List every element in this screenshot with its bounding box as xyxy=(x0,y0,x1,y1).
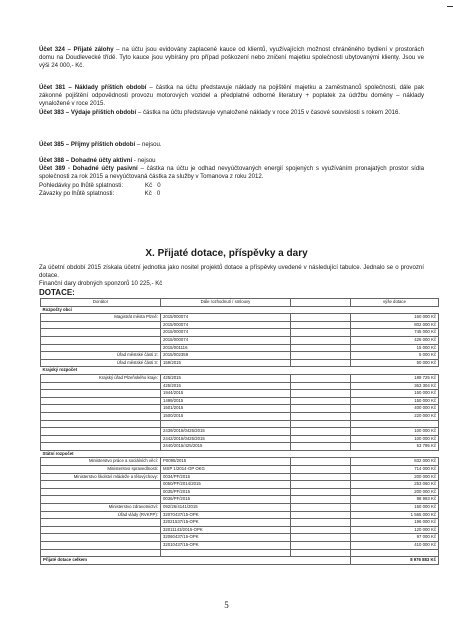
table-cell-spacer xyxy=(291,534,351,542)
table-cell-donor: Magistrát města Plzně: xyxy=(41,314,161,322)
page-number: 5 xyxy=(224,600,229,610)
table-cell-donor xyxy=(41,526,161,534)
table-cell-amount: 120 000 Kč xyxy=(351,526,439,534)
table-cell-donor: Úřad městské části 2: xyxy=(41,352,161,360)
table-cell-decision: 0036/PF/2015 xyxy=(161,496,291,504)
table-cell-donor xyxy=(41,443,161,451)
table-blank-cell xyxy=(161,549,291,557)
table-row xyxy=(41,542,439,550)
table-row xyxy=(41,321,439,329)
table-cell-amount: 363 304 Kč xyxy=(351,382,439,390)
table-row xyxy=(41,405,439,413)
table-cell-decision: 2015/002359 xyxy=(161,352,291,360)
table-section-row xyxy=(41,367,439,375)
table-cell-spacer xyxy=(291,473,351,481)
table-cell-donor: Ministerstvo zdravotnictví: xyxy=(41,504,161,512)
paragraph-account-324 xyxy=(39,46,424,71)
table-cell-decision: 2440/2015/425/2015 xyxy=(161,443,291,451)
table-row xyxy=(41,412,439,420)
table-cell-decision: 0034/PF/2015 xyxy=(161,473,291,481)
account-324-text: – na účtu jsou evidovány zaplacené kauce od klientů, využívajících možnost chráněného bydlení v prostorách domu na Doudlevecké třídě. Tyto kauce jsou vybírány pro případ poškození nebo zničení majetku společnosti ubytovanými klienty. Jsou ve výši 24 000,- Kč. xyxy=(39,46,424,70)
account-383-text: – částka na účtu představuje vynaložené náklady v roce 2015 v časové souvislosti s rokem 2016. xyxy=(136,108,401,116)
table-row xyxy=(41,473,439,481)
subsidies-table xyxy=(40,298,439,565)
table-row xyxy=(41,458,439,466)
table-section-title: Státní rozpočet xyxy=(41,450,439,458)
account-388-text: - nejsou xyxy=(132,157,156,164)
table-cell-decision: 2015/001116 xyxy=(161,344,291,352)
table-cell-donor: Krajský úřad Plzeňského kraje: xyxy=(41,374,161,382)
table-cell-spacer xyxy=(291,374,351,382)
table-cell-spacer xyxy=(291,466,351,474)
table-section-row xyxy=(41,306,439,314)
table-cell-amount: 5 000 Kč xyxy=(351,352,439,360)
table-cell-decision: 32070437/15-OPK xyxy=(161,511,291,519)
account-381-text: – částka na účtu představuje náklady na pojištění majetku a zaměstnanců společnosti, dále pak zákonné pojištění odpovědnosti provozu motorových vozidel a předplatné odborné literatury + poplatek za údržbu domény – náklady vynaložené v roce 2015. xyxy=(39,84,424,108)
table-row xyxy=(41,390,439,398)
table-row xyxy=(41,382,439,390)
table-cell-spacer xyxy=(291,420,351,428)
table-row xyxy=(41,420,439,428)
table-row xyxy=(41,428,439,436)
account-388-heading: Účet 388 – Dohadné účty aktivní xyxy=(39,157,133,164)
table-cell-spacer xyxy=(291,344,351,352)
table-cell-decision: 32021537/15-OPK xyxy=(161,519,291,527)
table-cell-amount: 196 000 Kč xyxy=(351,519,439,527)
table-cell-amount: 1 565 000 Kč xyxy=(351,511,439,519)
table-row xyxy=(41,329,439,337)
table-cell-spacer xyxy=(291,542,351,550)
table-cell-spacer xyxy=(291,519,351,527)
table-cell-donor xyxy=(41,420,161,428)
table-cell-amount: 150 000 Kč xyxy=(351,390,439,398)
account-385-text: – nejsou. xyxy=(135,141,162,148)
table-section-title: Krajský rozpočet xyxy=(41,367,439,375)
subsidies-table-wrap xyxy=(40,298,438,565)
table-blank-cell xyxy=(41,549,161,557)
table-cell-donor: Ministerstvo spravedlnosti: xyxy=(41,466,161,474)
table-cell-decision: 2439/2015/0425/2015 xyxy=(161,428,291,436)
table-cell-amount: 100 000 Kč xyxy=(351,428,439,436)
table-cell-decision: 1499/2015 xyxy=(161,397,291,405)
table-cell-amount: 253 060 Kč xyxy=(351,481,439,489)
table-header-row xyxy=(41,299,439,307)
table-cell-donor xyxy=(41,344,161,352)
paragraph-account-385 xyxy=(39,141,424,149)
table-cell-donor xyxy=(41,405,161,413)
table-cell-spacer xyxy=(291,314,351,322)
table-cell-spacer xyxy=(291,397,351,405)
table-row xyxy=(41,519,439,527)
table-cell-spacer xyxy=(291,352,351,360)
table-row xyxy=(41,344,439,352)
header-amount: výše dotace xyxy=(351,299,439,307)
table-cell-amount: 160 000 Kč xyxy=(351,314,439,322)
table-cell-donor xyxy=(41,481,161,489)
table-cell-decision: 1944/2015 xyxy=(161,390,291,398)
table-cell-spacer xyxy=(291,458,351,466)
table-cell-donor xyxy=(41,336,161,344)
table-cell-amount: 50 000 Kč xyxy=(351,359,439,367)
table-cell-amount: 150 000 Kč xyxy=(351,397,439,405)
dotace-label: DOTACE: xyxy=(39,288,75,297)
table-cell-decision: 2015/000074 xyxy=(161,314,291,322)
header-spacer xyxy=(291,299,351,307)
table-cell-amount: 15 000 Kč xyxy=(351,344,439,352)
table-cell-spacer xyxy=(291,488,351,496)
table-cell-decision: 0035/PF/2015 xyxy=(161,488,291,496)
table-cell-donor: Ministerstvo práce a sociálních věcí: xyxy=(41,458,161,466)
table-blank-row xyxy=(41,549,439,557)
gifts-line: Finanční dary drobných sponzorů 10 225,- Kč xyxy=(39,280,163,287)
table-row xyxy=(41,443,439,451)
account-324-heading: Účet 324 – Přijaté zálohy xyxy=(39,46,114,53)
account-381-heading: Účet 381 – Náklady příštích období xyxy=(39,84,147,91)
table-cell-decision: 2015/000074 xyxy=(161,336,291,344)
table-cell-spacer xyxy=(291,382,351,390)
table-cell-amount: 97 000 Kč xyxy=(351,534,439,542)
intro-paragraph: Za účetní období 2015 získala účetní jednotka jako nositel projektů dotace a příspěvky uvedené v následující tabulce. Jednalo se o provozní dotace. xyxy=(39,264,424,280)
table-cell-donor xyxy=(41,542,161,550)
table-cell-amount xyxy=(351,420,439,428)
table-cell-donor xyxy=(41,519,161,527)
table-row xyxy=(41,526,439,534)
table-cell-donor xyxy=(41,428,161,436)
table-cell-donor xyxy=(41,382,161,390)
table-cell-donor xyxy=(41,412,161,420)
table-cell-decision: 425/2015 xyxy=(161,374,291,382)
table-cell-amount: 714 000 Kč xyxy=(351,466,439,474)
table-cell-amount: 802 000 Kč xyxy=(351,321,439,329)
subsidies-table-body xyxy=(41,299,439,565)
table-section-row xyxy=(41,450,439,458)
table-row xyxy=(41,488,439,496)
table-cell-donor xyxy=(41,488,161,496)
table-cell-spacer xyxy=(291,428,351,436)
section-heading: X. Přijaté dotace, příspěvky a dary xyxy=(145,248,308,259)
table-row xyxy=(41,314,439,322)
table-cell-spacer xyxy=(291,390,351,398)
table-cell-spacer xyxy=(291,359,351,367)
table-cell-amount: 426 000 Kč xyxy=(351,336,439,344)
table-blank-cell xyxy=(351,549,439,557)
table-cell-donor xyxy=(41,435,161,443)
table-cell-amount: 220 000 Kč xyxy=(351,412,439,420)
table-cell-decision: 425/2015 xyxy=(161,382,291,390)
account-389-text: – částka na účtu je odhad nevyúčtovaných energií spojených s využíváním pronajatých prostor sídla společnosti za rok 2015 a nevyúčtovaná částka za služby v Tomanova z roku 2012. xyxy=(39,165,424,181)
table-row xyxy=(41,359,439,367)
table-cell-donor xyxy=(41,329,161,337)
table-cell-spacer xyxy=(291,496,351,504)
table-cell-amount: 53 795 Kč xyxy=(351,443,439,451)
table-cell-decision: MSP 1/2014-OP OKG xyxy=(161,466,291,474)
table-row xyxy=(41,374,439,382)
table-cell-donor: Úřad vlády (RVKPP): xyxy=(41,511,161,519)
table-cell-donor: Úřad městské části 3: xyxy=(41,359,161,367)
table-cell-decision: 32011143/2015-OPK xyxy=(161,526,291,534)
table-cell-decision: 2442/2015/0425/2015 xyxy=(161,435,291,443)
table-cell-spacer xyxy=(291,504,351,512)
table-cell-decision: 0050/PF/2014/2015 xyxy=(161,481,291,489)
table-row xyxy=(41,466,439,474)
top-edge-mark xyxy=(447,6,453,7)
table-cell-amount: 189 725 Kč xyxy=(351,374,439,382)
table-row xyxy=(41,336,439,344)
table-cell-amount: 400 000 Kč xyxy=(351,405,439,413)
table-cell-donor xyxy=(41,321,161,329)
table-cell-decision xyxy=(161,420,291,428)
table-cell-spacer xyxy=(291,329,351,337)
table-blank-cell xyxy=(291,549,351,557)
account-385-heading: Účet 385 – Příjmy příštích období xyxy=(39,141,136,148)
account-389-heading: Účet 389 - Dohadné účty pasivní xyxy=(39,165,138,173)
total-label: Přijaté dotace celkem xyxy=(41,557,351,565)
header-decision: Dále rozhodnutí / smlouvy xyxy=(161,299,291,307)
table-row xyxy=(41,511,439,519)
table-cell-amount: 150 000 Kč xyxy=(351,504,439,512)
table-cell-amount: 100 000 Kč xyxy=(351,435,439,443)
table-cell-decision: P0095/2015 xyxy=(161,458,291,466)
table-cell-decision: 2015/000074 xyxy=(161,329,291,337)
table-cell-amount: 98 993 Kč xyxy=(351,496,439,504)
table-cell-decision: 2015/000074 xyxy=(161,321,291,329)
table-cell-decision: 32060437/15-OPK xyxy=(161,534,291,542)
table-cell-amount: 200 000 Kč xyxy=(351,473,439,481)
table-cell-amount: 745 000 Kč xyxy=(351,329,439,337)
table-cell-decision: 32010437/15-OPK xyxy=(161,542,291,550)
table-cell-decision: 092/26/4141/2015 xyxy=(161,504,291,512)
table-row xyxy=(41,534,439,542)
paragraph-account-381-383 xyxy=(39,84,424,117)
table-cell-donor: Ministerstvo školství mládeže a tělovýchovy: xyxy=(41,473,161,481)
table-cell-amount: 410 000 Kč xyxy=(351,542,439,550)
account-383-heading: Účet 383 – Výdaje příštích období xyxy=(39,108,137,116)
table-cell-decision: 1500/2015 xyxy=(161,412,291,420)
table-row xyxy=(41,397,439,405)
table-row xyxy=(41,496,439,504)
table-cell-donor xyxy=(41,534,161,542)
header-donor: Donátor xyxy=(41,299,161,307)
table-cell-spacer xyxy=(291,526,351,534)
table-row xyxy=(41,435,439,443)
table-cell-spacer xyxy=(291,511,351,519)
paragraph-account-388-389 xyxy=(39,157,424,198)
table-cell-decision: 159/2015 xyxy=(161,359,291,367)
table-cell-donor xyxy=(41,496,161,504)
table-total-row xyxy=(41,557,439,565)
table-cell-spacer xyxy=(291,321,351,329)
table-cell-spacer xyxy=(291,435,351,443)
table-row xyxy=(41,352,439,360)
table-section-title: Rozpočty obcí xyxy=(41,306,439,314)
table-cell-spacer xyxy=(291,443,351,451)
liabilities-overdue: Závazky po lhůtě splatnosti: Kč 0 xyxy=(39,189,161,197)
table-cell-spacer xyxy=(291,412,351,420)
table-cell-amount: 832 000 Kč xyxy=(351,458,439,466)
table-cell-spacer xyxy=(291,405,351,413)
total-value: 8 976 883 Kč xyxy=(351,557,439,565)
table-cell-spacer xyxy=(291,336,351,344)
table-cell-donor xyxy=(41,390,161,398)
table-row xyxy=(41,481,439,489)
table-cell-spacer xyxy=(291,481,351,489)
table-cell-amount: 200 000 Kč xyxy=(351,488,439,496)
table-cell-donor xyxy=(41,397,161,405)
receivables-overdue: Pohledávky po lhůtě splatnosti: Kč 0 xyxy=(39,181,161,189)
table-row xyxy=(41,504,439,512)
table-cell-decision: 1501/2015 xyxy=(161,405,291,413)
